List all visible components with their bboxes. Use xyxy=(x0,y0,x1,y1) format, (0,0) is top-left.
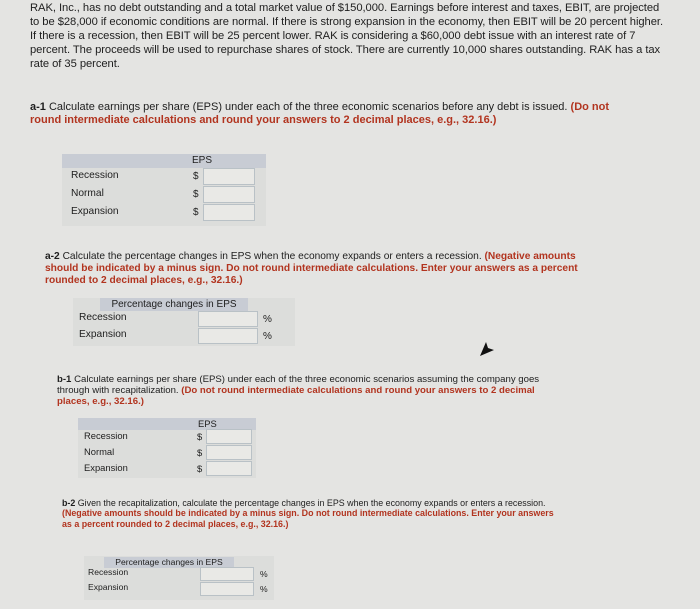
b2-row-label-expansion: Expansion xyxy=(88,582,129,592)
b1-row-label-expansion: Expansion xyxy=(84,462,128,473)
a1-eps-normal-input[interactable] xyxy=(204,190,254,205)
question-b2-note: (Negative amounts should be indicated by a minus sign. Do not round intermediate calculations. Enter your answers as a percent rounded to 2 decimal places, e.g., 32.16.) xyxy=(62,508,554,529)
question-b1-text: Calculate earnings per share (EPS) under each of the three economic scenarios assuming the company goes through with recapitalization. xyxy=(57,374,540,396)
b1-row-label-normal: Normal xyxy=(84,446,115,457)
pct-table-b2-header: Percentage changes in EPS xyxy=(104,557,234,568)
mouse-cursor-icon xyxy=(478,340,496,358)
eps-table-a1-header: EPS xyxy=(192,155,213,166)
pct-table-a2-header: Percentage changes in EPS xyxy=(100,298,248,311)
a1-eps-expansion-input[interactable] xyxy=(204,208,254,223)
question-a1-text: Calculate earnings per share (EPS) under each of the three economic scenarios before any debt is issued. xyxy=(48,101,568,113)
b1-eps-normal-cell xyxy=(206,445,252,460)
question-a1-number: a-1 xyxy=(30,101,46,113)
question-a2 xyxy=(45,251,593,286)
b1-eps-recession-cell xyxy=(206,429,252,444)
a1-currency-recession: $ xyxy=(193,171,199,182)
eps-table-b1-header: EPS xyxy=(198,418,217,429)
a1-eps-recession-input[interactable] xyxy=(204,172,254,187)
b2-row-label-recession: Recession xyxy=(88,567,129,577)
a2-pct-recession-cell xyxy=(198,311,258,327)
question-a2-text: Calculate the percentage changes in EPS when the economy expands or enters a recession. xyxy=(62,251,482,262)
question-b2-text: Given the recapitalization, calculate the percentage changes in EPS when the economy expands or enters a recession. xyxy=(77,498,546,508)
a2-pct-expansion-input[interactable] xyxy=(199,333,257,347)
question-a1 xyxy=(30,101,622,126)
b2-unit-expansion: % xyxy=(260,584,268,594)
question-b2 xyxy=(62,498,556,529)
a2-row-label-expansion: Expansion xyxy=(79,329,127,340)
question-b1 xyxy=(57,374,567,407)
a1-eps-normal-cell xyxy=(203,186,255,203)
a1-row-label-expansion: Expansion xyxy=(71,206,119,217)
a1-eps-expansion-cell xyxy=(203,204,255,221)
b1-row-label-recession: Recession xyxy=(84,430,128,441)
b2-pct-expansion-input[interactable] xyxy=(201,588,253,600)
question-a1-note: (Do not round intermediate calculations and round your answers to 2 decimal places, e.g., 32.16.) xyxy=(30,101,610,126)
b1-currency-normal: $ xyxy=(197,447,203,458)
question-b1-number: b-1 xyxy=(57,374,72,385)
a1-currency-expansion: $ xyxy=(193,207,199,218)
b2-pct-expansion-cell xyxy=(200,582,254,596)
a2-unit-recession: % xyxy=(263,314,272,325)
problem-statement: RAK, Inc., has no debt outstanding and a total market value of $150,000. Earnings before interest and taxes, EBIT, are projected to be $28,000 if economic conditions are normal. If there is strong expansion in the economy, then EBIT will be 20 percent higher. If there is a recession, then EBIT will be 25 percent lower. RAK is considering a $60,000 debt issue with an interest rate of 7 percent. The proceeds will be used to repurchase shares of stock. There are currently 10,000 shares outstanding. RAK has a tax rate of 35 percent. xyxy=(30,2,664,70)
a1-row-label-recession: Recession xyxy=(71,170,119,181)
b2-pct-recession-cell xyxy=(200,567,254,581)
b1-currency-expansion: $ xyxy=(197,463,203,474)
b1-eps-expansion-input[interactable] xyxy=(207,466,251,479)
a1-row-label-normal: Normal xyxy=(71,188,104,199)
b2-unit-recession: % xyxy=(260,569,268,579)
b1-eps-expansion-cell xyxy=(206,461,252,476)
question-a2-number: a-2 xyxy=(45,251,60,262)
a1-eps-recession-cell xyxy=(203,168,255,185)
question-a2-note: (Negative amounts should be indicated by a minus sign. Do not round intermediate calculations. Enter your answers as a percent rounded to 2 decimal places, e.g., 32.16.) xyxy=(45,251,578,286)
a2-pct-expansion-cell xyxy=(198,328,258,344)
b1-currency-recession: $ xyxy=(197,431,203,442)
question-b2-number: b-2 xyxy=(62,498,76,508)
question-b1-note: (Do not round intermediate calculations and round your answers to 2 decimal places, e.g., 32.16.) xyxy=(57,385,535,407)
a1-currency-normal: $ xyxy=(193,189,199,200)
a2-row-label-recession: Recession xyxy=(79,312,127,323)
a2-unit-expansion: % xyxy=(263,331,272,342)
eps-table-a1-header-bar xyxy=(62,154,266,168)
